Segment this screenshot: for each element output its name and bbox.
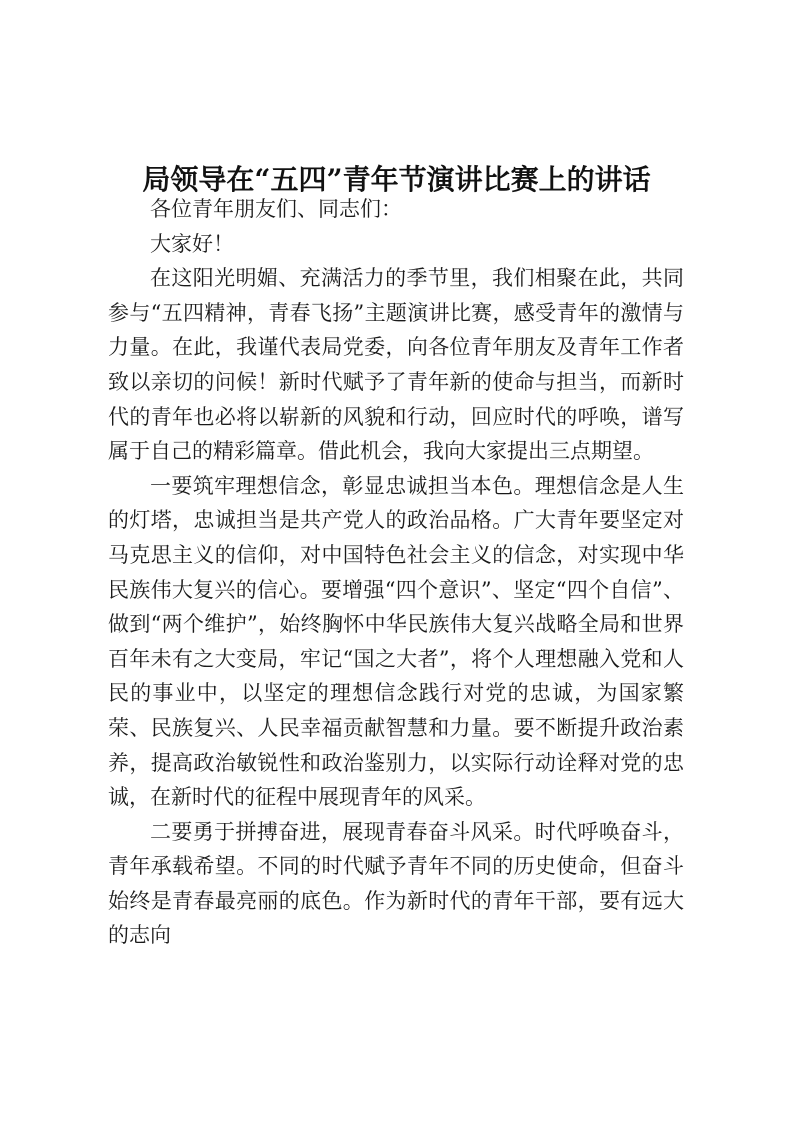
document-title: 局领导在“五四”青年节演讲比赛上的讲话 xyxy=(142,162,651,196)
intro-paragraph: 在这阳光明媚、充满活力的季节里，我们相聚在此，共同参与“五四精神，青春飞扬”主题演讲比赛，感受青年的激情与力量。在此，我谨代表局党委，向各位青年朋友及青年工作者致以亲切的问候！新时代赋予了青年新的使命与担当，而新时代的青年也必将以崭新的风貌和行动，回应时代的呼唤，谱写属于自己的精彩篇章。借此机会，我向大家提出三点期望。 xyxy=(108,266,684,464)
second-point-paragraph: 二要勇于拼搏奋进，展现青春奋斗风采。时代呼唤奋斗，青年承载希望。不同的时代赋予青年不同的历史使命，但奋斗始终是青春最亮丽的底色。作为新时代的青年干部，要有远大的志向 xyxy=(108,819,684,948)
first-point-paragraph: 一要筑牢理想信念，彰显忠诚担当本色。理想信念是人生的灯塔，忠诚担当是共产党人的政治品格。广大青年要坚定对马克思主义的信仰，对中国特色社会主义的信念，对实现中华民族伟大复兴的信心。要增强“四个意识”、坚定“四个自信”、做到“两个维护”，始终胸怀中华民族伟大复兴战略全局和世界百年未有之大变局，牢记“国之大者”，将个人理想融入党和人民的事业中，以坚定的理想信念践行对党的忠诚，为国家繁荣、民族复兴、人民幸福贡献智慧和力量。要不断提升政治素养，提高政治敏锐性和政治鉴别力，以实际行动诠释对党的忠诚，在新时代的征程中展现青年的风采。 xyxy=(108,473,684,810)
salutation-paragraph: 各位青年朋友们、同志们： xyxy=(150,197,402,221)
greeting-paragraph: 大家好！ xyxy=(150,231,234,256)
document-body xyxy=(108,192,684,953)
